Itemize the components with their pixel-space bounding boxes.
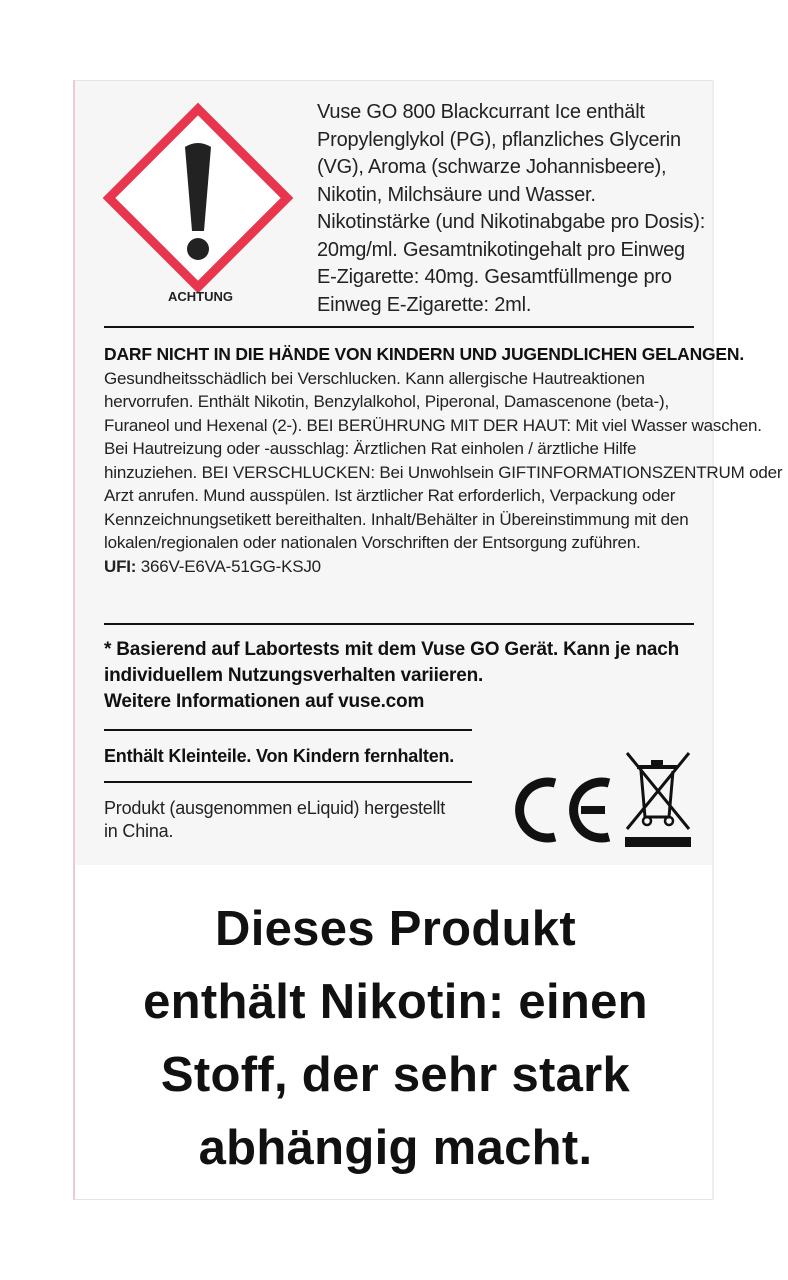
made-in-line: in China.	[104, 821, 174, 841]
ingredients-line: (VG), Aroma (schwarze Johannisbeere),	[317, 156, 667, 178]
ingredients-line: 20mg/ml. Gesamtnikotingehalt pro Einweg	[317, 238, 685, 261]
warning-line: Bei Hautreizung oder -ausschlag: Ärztlichen Rat einholen / ärztliche Hilfe	[104, 439, 637, 458]
made-in-line: Produkt (ausgenommen eLiquid) hergestellt	[104, 798, 445, 818]
made-in-note	[104, 797, 445, 843]
ingredients-line: Vuse GO 800 Blackcurrant Ice enthält	[317, 101, 645, 123]
nicotine-addiction-warning	[75, 893, 716, 1185]
ingredients-line: Propylenglykol (PG), pflanzliches Glycerin	[317, 128, 681, 151]
nicotine-warning-line: abhängig macht.	[198, 1121, 593, 1175]
divider	[104, 623, 694, 625]
warning-line: hervorrufen. Enthält Nikotin, Benzylalkohol, Piperonal, Damascenone (beta-),	[104, 392, 669, 411]
product-label-card	[73, 80, 783, 1200]
health-warning-text	[104, 343, 783, 578]
divider	[104, 729, 472, 731]
ingredients-line: E-Zigarette: 40mg. Gesamtfüllmenge pro	[317, 266, 672, 288]
nicotine-warning-line: Stoff, der sehr stark	[160, 1048, 631, 1102]
divider	[104, 781, 472, 783]
ingredients-line: Nikotinstärke (und Nikotinabgabe pro Dosis):	[317, 211, 706, 233]
labtest-line: * Basierend auf Labortests mit dem Vuse GO Gerät. Kann je nach	[104, 639, 680, 660]
warning-line: Arzt anrufen. Mund ausspülen. Ist ärztlicher Rat erforderlich, Verpackung oder	[104, 486, 676, 505]
ufi-code: UFI: 366V-E6VA-51GG-KSJ0	[104, 556, 321, 576]
hazard-signal-word: ACHTUNG	[168, 289, 233, 304]
warning-line: Furaneol und Hexenal (2-). BEI BERÜHRUNG MIT DER HAUT: Mit viel Wasser waschen.	[104, 415, 762, 435]
crossed-out-wheelie-bin-icon	[623, 749, 693, 849]
ingredients-text	[317, 99, 707, 319]
ce-mark-icon	[515, 775, 615, 845]
nicotine-warning-line: enthält Nikotin: einen	[143, 975, 648, 1029]
nicotine-warning-line: Dieses Produkt	[215, 902, 576, 956]
warning-line: Gesundheitsschädlich bei Verschlucken. Kann allergische Hautreaktionen	[104, 368, 645, 388]
ghs-exclamation-hazard-icon	[103, 103, 293, 293]
labtest-line: Weitere Informationen auf vuse.com	[104, 691, 425, 712]
labtest-note	[104, 637, 694, 715]
warning-line: hinzuziehen. BEI VERSCHLUCKEN: Bei Unwohlsein GIFTINFORMATIONSZENTRUM oder	[104, 462, 783, 482]
small-parts-warning: Enthält Kleinteile. Von Kindern fernhalten.	[104, 746, 455, 766]
warning-headline: DARF NICHT IN DIE HÄNDE VON KINDERN UND JUGENDLICHEN GELANGEN.	[104, 344, 744, 364]
ingredients-line: Einweg E-Zigarette: 2ml.	[317, 293, 532, 316]
divider	[104, 326, 694, 328]
warning-line: lokalen/regionalen oder nationalen Vorschriften der Entsorgung zuführen.	[104, 533, 641, 552]
labtest-line: individuellem Nutzungsverhalten variieren.	[104, 665, 484, 686]
ingredients-line: Nikotin, Milchsäure und Wasser.	[317, 183, 596, 206]
warning-line: Kennzeichnungsetikett bereithalten. Inhalt/Behälter in Übereinstimmung mit den	[104, 509, 689, 529]
label-info-panel	[75, 81, 783, 865]
